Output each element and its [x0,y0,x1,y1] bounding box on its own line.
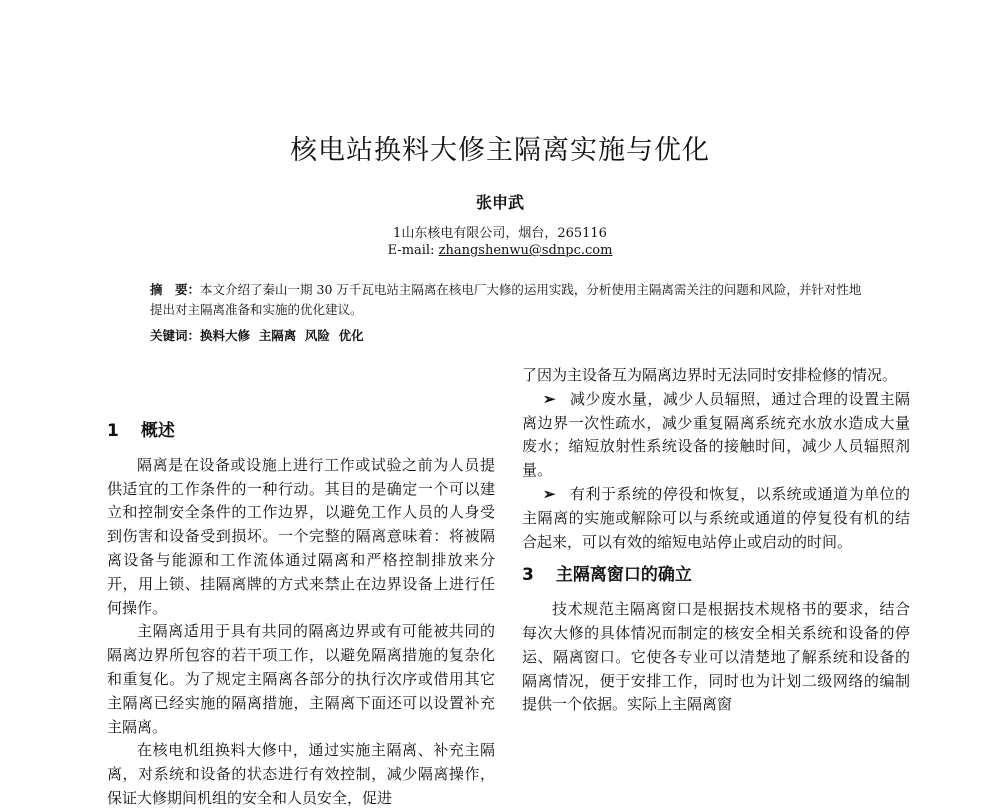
section-1-paragraph: 隔离是在设备或设施上进行工作或试验之前为人员提供适宜的工作条件的一种行动。其目的是确定一个可以建立和控制安全条件的工作边界，以避免工作人员的人身受到伤害和设备受到损坏。一个完整的隔离意味着：将被隔离设备与能源和工作流体通过隔离和严格控制排放来分开，用上锁、挂隔离牌的方式来禁止在边界设备上进行任何操作。 [107,455,495,617]
section-1-heading [107,420,495,444]
bullet-item [522,388,910,483]
paper-title: 核电站换料大修主隔离实施与优化 [290,135,710,166]
abstract-label: 摘 要： [150,282,201,297]
bullet-text: 有利于系统的停役和恢复，以系统或通道为单位的主隔离的实施或解除可以与系统或通道的停复役有机的结合起来，可以有效的缩短电站停止或启动的时间。 [522,484,910,551]
keywords-label: 关键词： [150,328,201,343]
section-3-paragraph: 技术规范主隔离窗口是根据技术规格书的要求，结合每次大修的具体情况而制定的核安全相关系统和设备的停运、隔离窗口。它使各专业可以清楚地了解系统和设备的隔离情况，便于安排工作，同时也为计划二级网络的编制提供一个依据。实际上主隔离窗 [522,600,910,714]
section-1-paragraph: 在核电机组换料大修中，通过实施主隔离、补充主隔离，对系统和设备的状态进行有效控制，减少隔离操作，保证大修期间机组的安全和人员安全，促进 [107,741,495,807]
keywords-text: 换料大修 主隔离 风险 优化 [200,328,364,343]
section-3-title: 主隔离窗口的确立 [555,565,692,586]
section-3-heading [522,564,910,588]
author-name: 张申武 [475,193,524,212]
bullet-text: 减少废水量，减少人员辐照，通过合理的设置主隔离边界一次性疏水，减少重复隔离系统充水放水造成大量废水；缩短放射性系统设备的接触时间，减少人员辐照剂量。 [522,389,910,480]
affiliation: 1山东核电有限公司，烟台，265116 [393,226,607,241]
bullet-arrow-icon: ➢ [543,484,556,503]
continued-paragraph: 了因为主设备互为隔离边界时无法同时安排检修的情况。 [522,366,898,384]
abstract [150,280,870,320]
abstract-text: 本文介绍了秦山一期 30 万千瓦电站主隔离在核电厂大修的运用实践，分析使用主隔离需关注的问题和风险，并针对性地提出对主隔离准备和实施的优化建议。 [150,282,862,317]
bullet-item [522,483,910,554]
bullet-arrow-icon: ➢ [543,389,556,408]
section-1-paragraph: 主隔离适用于具有共同的隔离边界或有可能被共同的隔离边界所包容的若干项工作，以避免隔离措施的复杂化和重复化。为了规定主隔离各部分的执行次序或借用其它主隔离已经实施的隔离措施，主隔离下面还可以设置补充主隔离。 [107,622,495,736]
section-3-number: 3 [522,565,534,586]
email-link[interactable]: zhangshenwu@sdnpc.com [438,243,613,258]
email-line [0,242,1000,259]
keywords [150,326,870,344]
section-1-number: 1 [107,421,119,441]
email-label: E-mail: [387,243,439,258]
right-column [522,364,910,717]
affiliation-block [0,225,1000,259]
left-column [107,420,495,811]
section-1-title: 概述 [140,421,175,441]
